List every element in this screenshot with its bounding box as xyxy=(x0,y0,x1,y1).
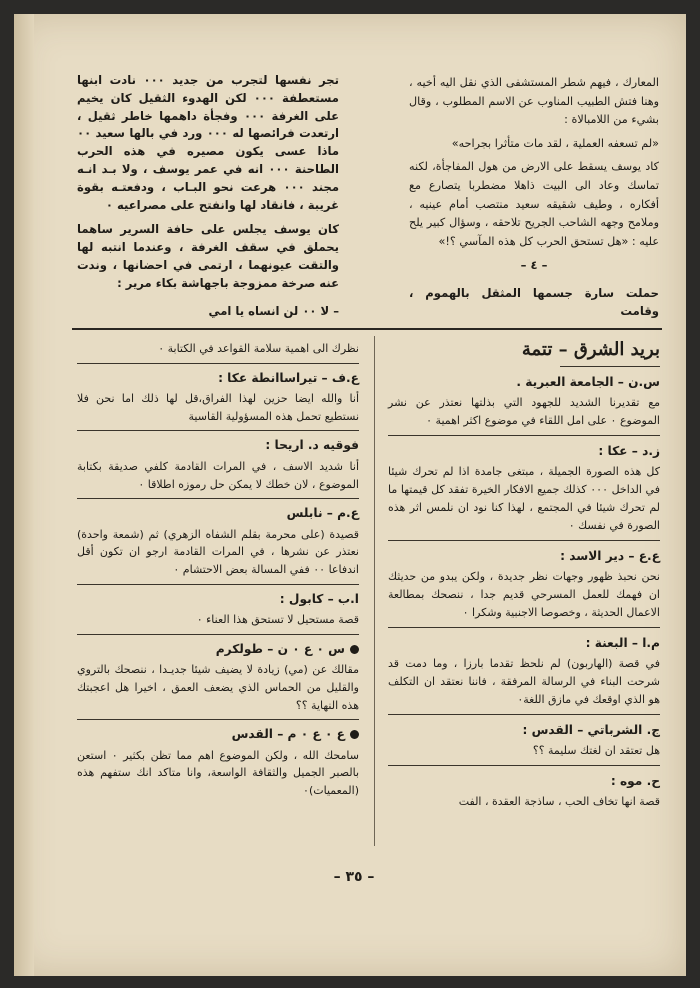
entry-separator xyxy=(77,498,359,499)
mail-entry-body: مع تقديرنا الشديد للجهود التي بذلتها نعتذر عن نشر الموضوع ٠ على امل اللقاء في موضوع اكثر اهمية ٠ xyxy=(388,396,660,427)
mail-entry-heading-bulleted xyxy=(77,726,359,744)
mail-entry-heading: ز.د – عكا : xyxy=(598,444,660,458)
story-final-line: – لا ٠٠ لن انساه يا امي xyxy=(208,303,339,318)
mail-entry-body: قصة انها تخاف الحب ، ساذجة العقدة ، الفت xyxy=(458,795,660,808)
mail-column-right xyxy=(388,338,660,816)
page-number: – ٣٥ – xyxy=(333,869,375,885)
mail-entry-body: قصة مستحيل لا تستحق هذا العناء ٠ xyxy=(196,613,359,627)
mail-entry-heading: س ٠ ع ٠ ن – طولكرم xyxy=(215,641,345,656)
mail-entry-heading: ح. موه : xyxy=(610,774,660,788)
mail-entry-heading: ع.ع – دير الاسد : xyxy=(560,549,660,563)
entry-separator xyxy=(388,540,660,541)
entry-separator xyxy=(388,714,660,715)
mail-entry-body: نحن نحبذ ظهور وجهات نظر جديدة ، ولكن يبدو من حديثك ان فهمك للعمل المسرحي قديم جدا ، ننصحك بمطالعة الاعمال الحديثة ، وخصوصا الاجنبية وشكرا ٠ xyxy=(388,570,660,619)
story-paragraph: تجر نفسها لتجرب من جديد ٠٠٠ نادت ابنها مستعطفة ٠٠٠ لكن الهدوء الثقيل كان يخيم على الغرفة ٠٠٠ وفجأة داهمها خاطر ثقيل ، ارتعدت فرائصها له ٠٠٠ ورد في بالها سعيد ٠٠ ماذا عسى يكون مصيره في هذه الحرب الطاحنة ٠٠٠ انه في عمر يوسف ، ولا بـد انـه مجند ٠٠٠ هرعت نحو البـاب ، ودفعتـه بقوة غريبة ، فانقاد لها وانفتح على مصراعيه ٠ xyxy=(77,73,339,212)
entry-separator xyxy=(388,627,660,628)
mail-entry-body: في قصة (الهاربون) لم نلحظ تقدما بارزا ، وما دمت قد شرحت البناء في الرسالة المرفقة ، فاننا نعتقد ان التكلف هو الذي اوقعك في مازق اللغة٠ xyxy=(388,657,660,706)
mail-entry-heading: ا.ب – كابول : xyxy=(279,591,359,606)
page-binding-edge xyxy=(14,14,34,976)
mail-entry-heading: س.ن – الجامعة العبرية . xyxy=(516,375,660,389)
mail-entry-body: قصيدة (على محرمة بقلم الشفاه الزهري) ثم (شمعة واحدة) نعتذر عن نشرها ، في المرات القادمة ارجو ان تكون أقل اندفاعا ٠٠ ففي المسالة بعض الاحتشام ٠ xyxy=(77,527,359,576)
entry-separator xyxy=(388,765,660,766)
bullet-dot-icon xyxy=(350,730,359,739)
mail-column-left xyxy=(77,340,359,804)
bullet-dot-icon xyxy=(350,645,359,654)
story-column-right xyxy=(409,74,659,326)
mail-entry-body: نظرك الى اهمية سلامة القواعد في الكتابة ٠ xyxy=(158,342,359,355)
mail-entry-heading: ج. الشرباتي – القدس : xyxy=(522,723,660,737)
story-final-line: حملت سارة جسمها المثقل بالهموم ، وقامت xyxy=(409,286,659,318)
magazine-page xyxy=(14,14,686,976)
horizontal-divider xyxy=(72,328,662,330)
mail-section-title: بريد الشرق – تتمة xyxy=(521,339,660,360)
entry-separator xyxy=(388,435,660,436)
mail-entry-body: أنا شديد الاسف ، في المرات القادمة كلفي صديقة بكتابة الموضوع ، لان خطك لا يمكن حل رموزه اطلاقا ٠ xyxy=(77,459,359,491)
mail-entry-body: أنا والله ايضا حزين لهذا الفراق،قل لها ذلك اما نحن فلا نستطيع تحمل هذه المسؤولية القاسية xyxy=(77,392,359,423)
mail-entry-body: هل تعتقد ان لغتك سليمة ؟؟ xyxy=(532,744,660,757)
mail-entry-heading: م.ا – البعنة : xyxy=(585,636,660,650)
column-divider xyxy=(374,336,375,846)
story-paragraph: كان يوسف يجلس على حافة السرير ساهما يحملق في سقف الغرفة ، وعندما انتبه لها والتقت عيونهما ، ارتمى في احضانها ، وندت عنه صرخة ممزوجة باجهاشة بكاء مرير : xyxy=(77,222,339,290)
story-column-left xyxy=(77,72,339,325)
mail-entry-body: كل هذه الصورة الجميلة ، مبتغى جامدة اذا لم تحرك شيئا في الداخل ٠٠٠ كذلك جميع الافكار الخيرة تفقد كل قيمتها ما لم تحرك شيئا في المجتمع ، لهذا كنا نود ان نلمس اثر هذه الصورة في نفسك ٠ xyxy=(388,465,660,532)
entry-separator xyxy=(77,719,359,720)
title-underline xyxy=(560,366,660,367)
mail-entry-heading: ع ٠ ع ٠ م – القدس xyxy=(231,727,345,742)
entry-separator xyxy=(77,363,359,364)
story-paragraph: كاد يوسف يسقط على الارض من هول المفاجأة، لكنه تماسك وعاد الى البيت ذاهلا مضطربا يتصارع مع أفكاره ، وطيف شقيقه سعيد منتصب أمام عينيه ، وملامح وجهه الشاحب الجريح تلاحقه ، وسؤال كبير يلح عليه : «هل تستحق الحرب كل هذه المآسي ؟!» xyxy=(409,160,659,248)
mail-entry-heading: ع.ف – تيراساانطة عكا : xyxy=(218,370,359,385)
entry-separator xyxy=(77,584,359,585)
story-quote: «لم تسعفه العملية ، لقد مات متأثرا بجراحه» xyxy=(451,136,659,150)
mail-entry-heading: فوقيه د. اريحا : xyxy=(265,438,359,453)
section-number: – ٤ – xyxy=(520,258,548,273)
entry-separator xyxy=(77,634,359,635)
mail-entry-heading: ع.م – نابلس xyxy=(286,506,359,521)
entry-separator xyxy=(77,430,359,431)
mail-entry-body: سامحك الله ، ولكن الموضوع اهم مما تظن بكثير ٠ استعن بالصبر الجميل والثقافة الواسعة، وانا متاكد انك ستفهم هذه (المعميات)٠ xyxy=(77,748,359,797)
story-paragraph: المعارك ، فيهم شطر المستشفى الذي نقل اليه أخيه ، وهنا فتش الطبيب المناوب عن الاسم المطلوب ، وقال بشيء من اللامبالاة : xyxy=(409,76,659,127)
mail-entry-body: مقالك عن (مي) زيادة لا يضيف شيئا جديـدا ، ننصحك بالتروي والقليل من الحماس الذي يضعف العمق ، اخيرا هل اعجبتك هذه النهاية ؟؟ xyxy=(77,663,359,712)
mail-entry-heading-bulleted xyxy=(77,641,359,659)
